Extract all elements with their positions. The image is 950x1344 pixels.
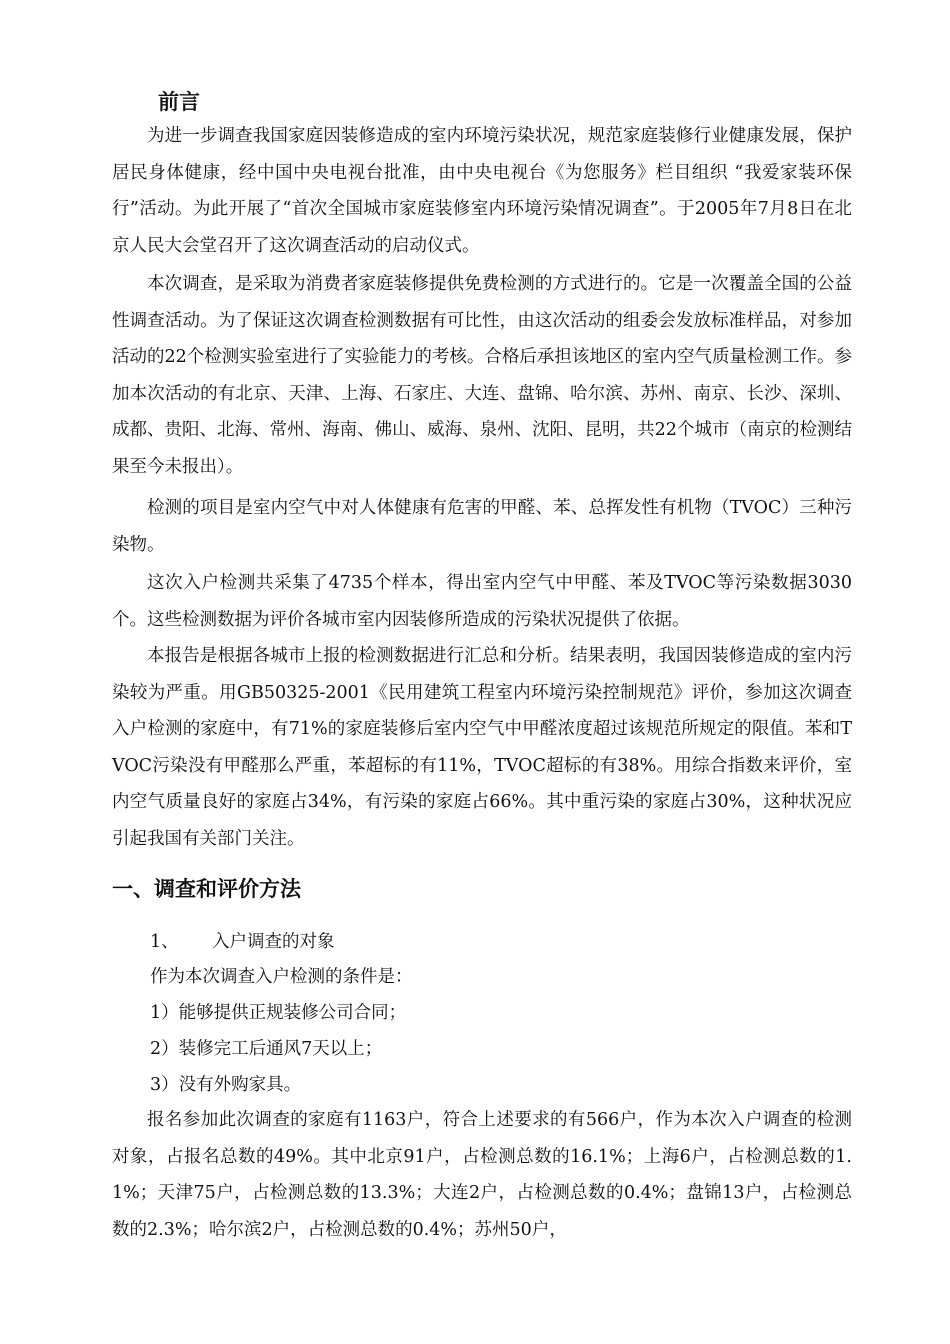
paragraph-6: 报名参加此次调查的家庭有1163户，符合上述要求的有566户，作为本次入户调查的检测对象，占报名总数的49%。其中北京91户，占检测总数的16.1%；上海6户，占检测总数的1.1%；天津75户，占检测总数的13.3%；大连2户，占检测总数的0.4%；盘锦13户，占检测总数的2.3%；哈尔滨2户，占检测总数的0.4%；苏州50户，	[112, 1110, 852, 1240]
paragraph-1: 为进一步调查我国家庭因装修造成的室内环境污染状况，规范家庭装修行业健康发展，保护居民身体健康，经中国中央电视台批准，由中央电视台《为您服务》栏目组织 “我爱家装环保行”活动。为此开展了“首次全国城市家庭装修室内环境污染情况调查”。于2005年7月8日在北京人民大会堂召开了这次调查活动的启动仪式。	[112, 126, 852, 256]
subsection-title: 入户调查的对象	[212, 932, 335, 952]
condition-item-2: 2）装修完工后通风7天以上；	[150, 1039, 383, 1059]
preface-title: 前言	[158, 90, 200, 114]
conditions-intro: 作为本次调查入户检测的条件是：	[150, 967, 413, 987]
paragraph-3: 检测的项目是室内空气中对人体健康有危害的甲醛、苯、总挥发性有机物（TVOC）三种污染物。	[112, 498, 852, 555]
subsection-number: 1、	[150, 932, 179, 952]
condition-item-3: 3）没有外购家具。	[150, 1075, 302, 1095]
section-heading: 一、调查和评价方法	[112, 877, 301, 901]
paragraph-4: 这次入户检测共采集了4735个样本，得出室内空气中甲醛、苯及TVOC等污染数据3030个。这些检测数据为评价各城市室内因装修所造成的污染状况提供了依据。	[112, 573, 852, 630]
paragraph-5: 本报告是根据各城市上报的检测数据进行汇总和分析。结果表明，我国因装修造成的室内污染较为严重。用GB50325-2001《民用建筑工程室内环境污染控制规范》评价，参加这次调查入户检测的家庭中，有71%的家庭装修后室内空气中甲醛浓度超过该规范所规定的限值。苯和TVOC污染没有甲醛那么严重，苯超标的有11%，TVOC超标的有38%。用综合指数来评价，室内空气质量良好的家庭占34%，有污染的家庭占66%。其中重污染的家庭占30%，这种状况应引起我国有关部门关注。	[112, 646, 852, 849]
subsection-heading	[150, 925, 335, 959]
condition-item-1: 1）能够提供正规装修公司合同；	[150, 1003, 407, 1023]
paragraph-2: 本次调查，是采取为消费者家庭装修提供免费检测的方式进行的。它是一次覆盖全国的公益性调查活动。为了保证这次调查检测数据有可比性，由这次活动的组委会发放标准样品，对参加活动的22个检测实验室进行了实验能力的考核。合格后承担该地区的室内空气质量检测工作。参加本次活动的有北京、天津、上海、石家庄、大连、盘锦、哈尔滨、苏州、南京、长沙、深圳、成都、贵阳、北海、常州、海南、佛山、威海、泉州、沈阳、昆明，共22个城市（南京的检测结果至今未报出）。	[112, 274, 852, 477]
